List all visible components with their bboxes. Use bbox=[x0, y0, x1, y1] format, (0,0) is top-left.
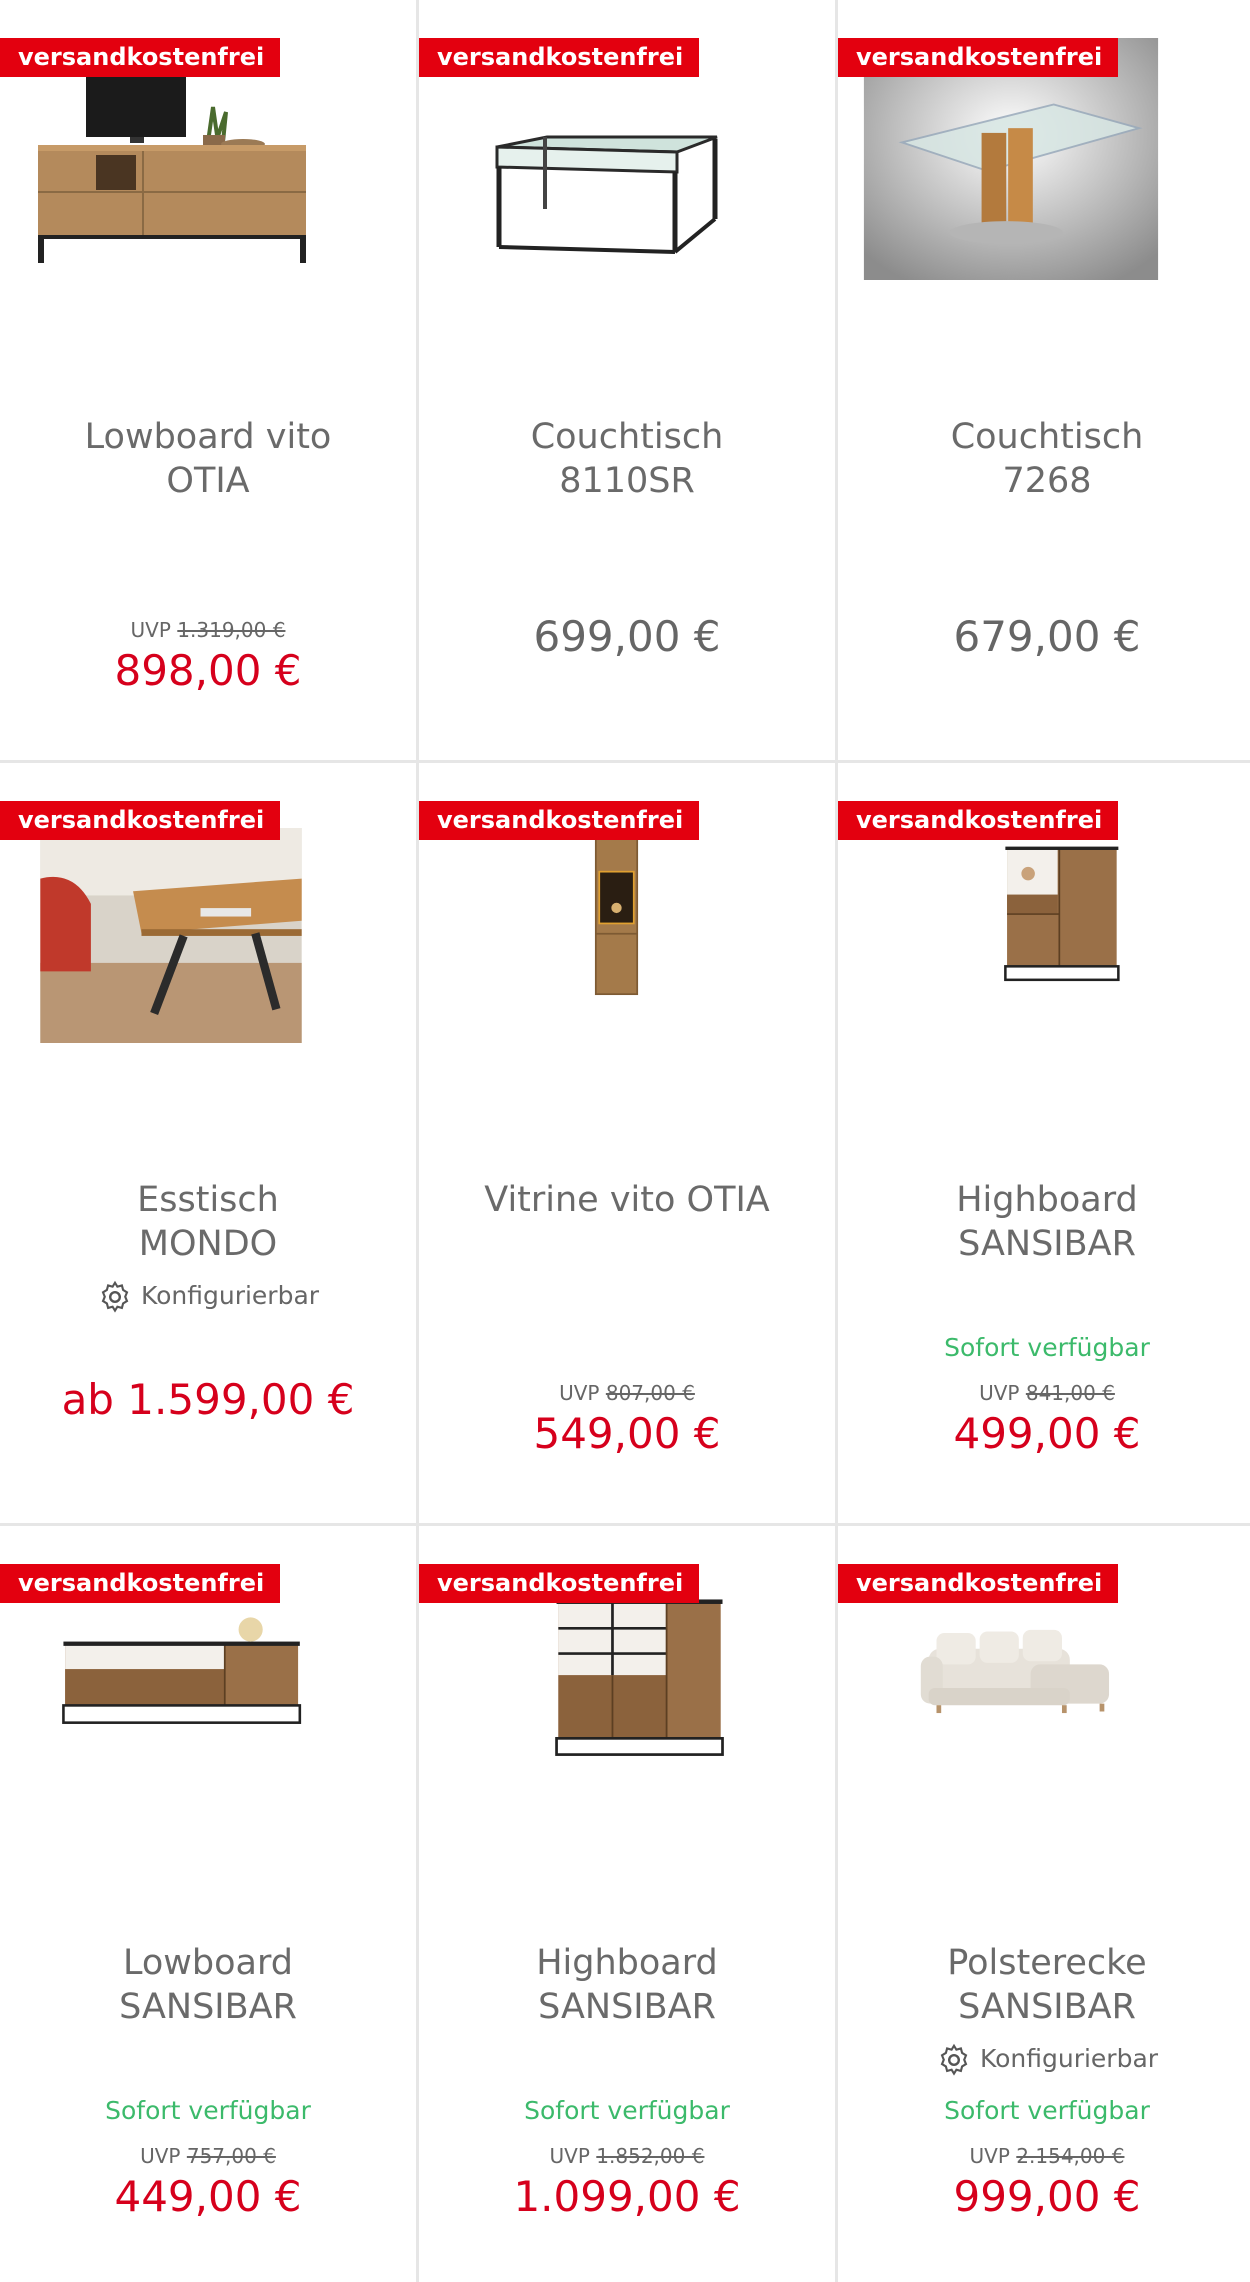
product-price: 549,00 € bbox=[533, 1409, 721, 1458]
availability-label: Sofort verfügbar bbox=[944, 1333, 1150, 1362]
product-title[interactable]: Lowboard SANSIBAR bbox=[119, 1943, 297, 2027]
product-card[interactable] bbox=[838, 763, 1250, 1526]
product-title[interactable]: Highboard SANSIBAR bbox=[956, 1180, 1138, 1264]
uvp-price: UVP 807,00 € bbox=[559, 1381, 695, 1405]
product-title[interactable]: Esstisch MONDO bbox=[137, 1180, 279, 1264]
shipping-badge: versandkostenfrei bbox=[419, 1564, 699, 1603]
vitrine-image[interactable] bbox=[471, 813, 781, 1033]
uvp-price: UVP 1.852,00 € bbox=[549, 2144, 705, 2168]
product-title[interactable]: Lowboard vito OTIA bbox=[84, 417, 332, 501]
product-card[interactable] bbox=[0, 0, 416, 763]
availability-label: Sofort verfügbar bbox=[524, 2096, 730, 2125]
highboard-large-image[interactable] bbox=[471, 1576, 781, 1806]
product-title[interactable]: Vitrine vito OTIA bbox=[484, 1180, 770, 1220]
product-card[interactable] bbox=[838, 1526, 1250, 2282]
availability-label: Sofort verfügbar bbox=[944, 2096, 1150, 2125]
shipping-badge: versandkostenfrei bbox=[0, 801, 280, 840]
product-card[interactable] bbox=[419, 0, 835, 763]
shipping-badge: versandkostenfrei bbox=[419, 801, 699, 840]
uvp-price: UVP 757,00 € bbox=[140, 2144, 276, 2168]
product-card[interactable] bbox=[0, 763, 416, 1526]
shipping-badge: versandkostenfrei bbox=[419, 38, 699, 77]
gear-icon bbox=[936, 2042, 972, 2078]
product-title[interactable]: Couchtisch 8110SR bbox=[530, 417, 724, 501]
product-title[interactable]: Couchtisch 7268 bbox=[950, 417, 1144, 501]
gear-icon bbox=[97, 1279, 133, 1315]
highboard-image[interactable] bbox=[890, 823, 1200, 1038]
product-price: 699,00 € bbox=[533, 612, 721, 661]
shipping-badge: versandkostenfrei bbox=[0, 38, 280, 77]
uvp-price: UVP 1.319,00 € bbox=[130, 618, 286, 642]
shipping-badge: versandkostenfrei bbox=[838, 38, 1118, 77]
product-card[interactable] bbox=[419, 763, 835, 1526]
product-card[interactable] bbox=[838, 0, 1250, 763]
product-title[interactable]: Polsterecke SANSIBAR bbox=[947, 1943, 1147, 2027]
shipping-badge: versandkostenfrei bbox=[838, 801, 1118, 840]
product-price: 449,00 € bbox=[114, 2172, 302, 2221]
uvp-price: UVP 2.154,00 € bbox=[969, 2144, 1125, 2168]
configurable-label[interactable]: Konfigurierbar bbox=[0, 1279, 416, 1315]
dining-table-image[interactable] bbox=[18, 828, 324, 1043]
shipping-badge: versandkostenfrei bbox=[838, 1564, 1118, 1603]
product-card[interactable] bbox=[0, 1526, 416, 2282]
availability-label: Sofort verfügbar bbox=[105, 2096, 311, 2125]
product-price: 499,00 € bbox=[953, 1409, 1141, 1458]
product-price: 999,00 € bbox=[953, 2172, 1141, 2221]
product-card[interactable] bbox=[419, 1526, 835, 2282]
corner-sofa-image[interactable] bbox=[858, 1586, 1164, 1786]
product-price: ab 1.599,00 € bbox=[61, 1375, 355, 1424]
uvp-price: UVP 841,00 € bbox=[979, 1381, 1115, 1405]
product-price: 898,00 € bbox=[114, 646, 302, 695]
shipping-badge: versandkostenfrei bbox=[0, 1564, 280, 1603]
product-price: 679,00 € bbox=[953, 612, 1141, 661]
lowboard-image[interactable] bbox=[20, 1576, 326, 1796]
configurable-label[interactable]: Konfigurierbar bbox=[838, 2042, 1250, 2078]
product-price: 1.099,00 € bbox=[513, 2172, 741, 2221]
product-title[interactable]: Highboard SANSIBAR bbox=[536, 1943, 718, 2027]
